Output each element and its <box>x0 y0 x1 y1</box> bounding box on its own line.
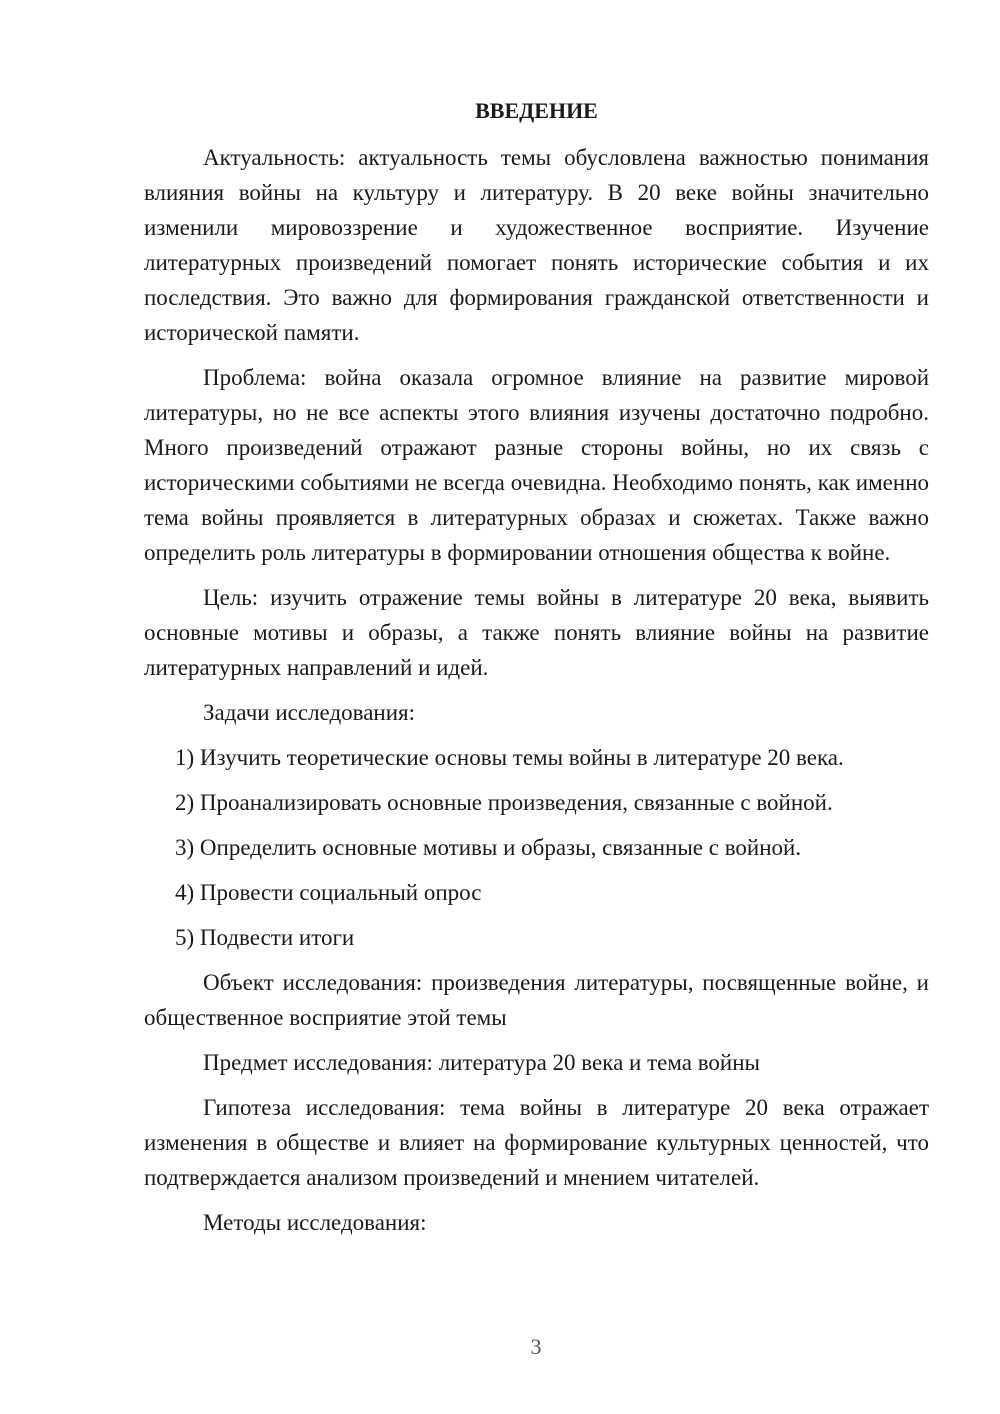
paragraph-goal: Цель: изучить отражение темы войны в литературе 20 века, выявить основные мотивы и образы, а также понять влияние войны на развитие литературных направлений и идей. <box>144 585 929 680</box>
page-content <box>144 96 929 1250</box>
paragraph-methods: Методы исследования: <box>203 1210 427 1235</box>
paragraph-hypothesis: Гипотеза исследования: тема войны в литературе 20 века отражает изменения в обществе и влияет на формирование культурных ценностей, что подтверждается анализом произведений и мнением читателей. <box>144 1095 929 1190</box>
paragraph-subject: Предмет исследования: литература 20 века и тема войны <box>203 1050 760 1075</box>
task-item-3: 3) Определить основные мотивы и образы, связанные с войной. <box>175 835 802 860</box>
page-number: 3 <box>530 1334 542 1359</box>
task-item-2: 2) Проанализировать основные произведения, связанные с войной. <box>175 790 833 815</box>
task-item-4: 4) Провести социальный опрос <box>175 880 482 905</box>
task-item-1: 1) Изучить теоретические основы темы войны в литературе 20 века. <box>175 745 844 770</box>
paragraph-problem: Проблема: война оказала огромное влияние на развитие мировой литературы, но не все аспекты этого влияния изучены достаточно подробно. Много произведений отражают разные стороны войны, но их связь с историческими событиями не всегда очевидна. Необходимо понять, как именно тема войны проявляется в литературных образах и сюжетах. Также важно определить роль литературы в формировании отношения общества к войне. <box>144 365 929 565</box>
paragraph-object: Объект исследования: произведения литературы, посвященные войне, и общественное восприятие этой темы <box>144 970 929 1030</box>
task-item-5: 5) Подвести итоги <box>175 925 355 950</box>
paragraph-relevance: Актуальность: актуальность темы обусловлена важностью понимания влияния войны на культуру и литературу. В 20 веке войны значительно изменили мировоззрение и художественное восприятие. Изучение литературных произведений помогает понять исторические события и их последствия. Это важно для формирования гражданской ответственности и исторической памяти. <box>144 145 929 345</box>
page-title: ВВЕДЕНИЕ <box>475 98 598 123</box>
paragraph-tasks-heading: Задачи исследования: <box>203 700 416 725</box>
